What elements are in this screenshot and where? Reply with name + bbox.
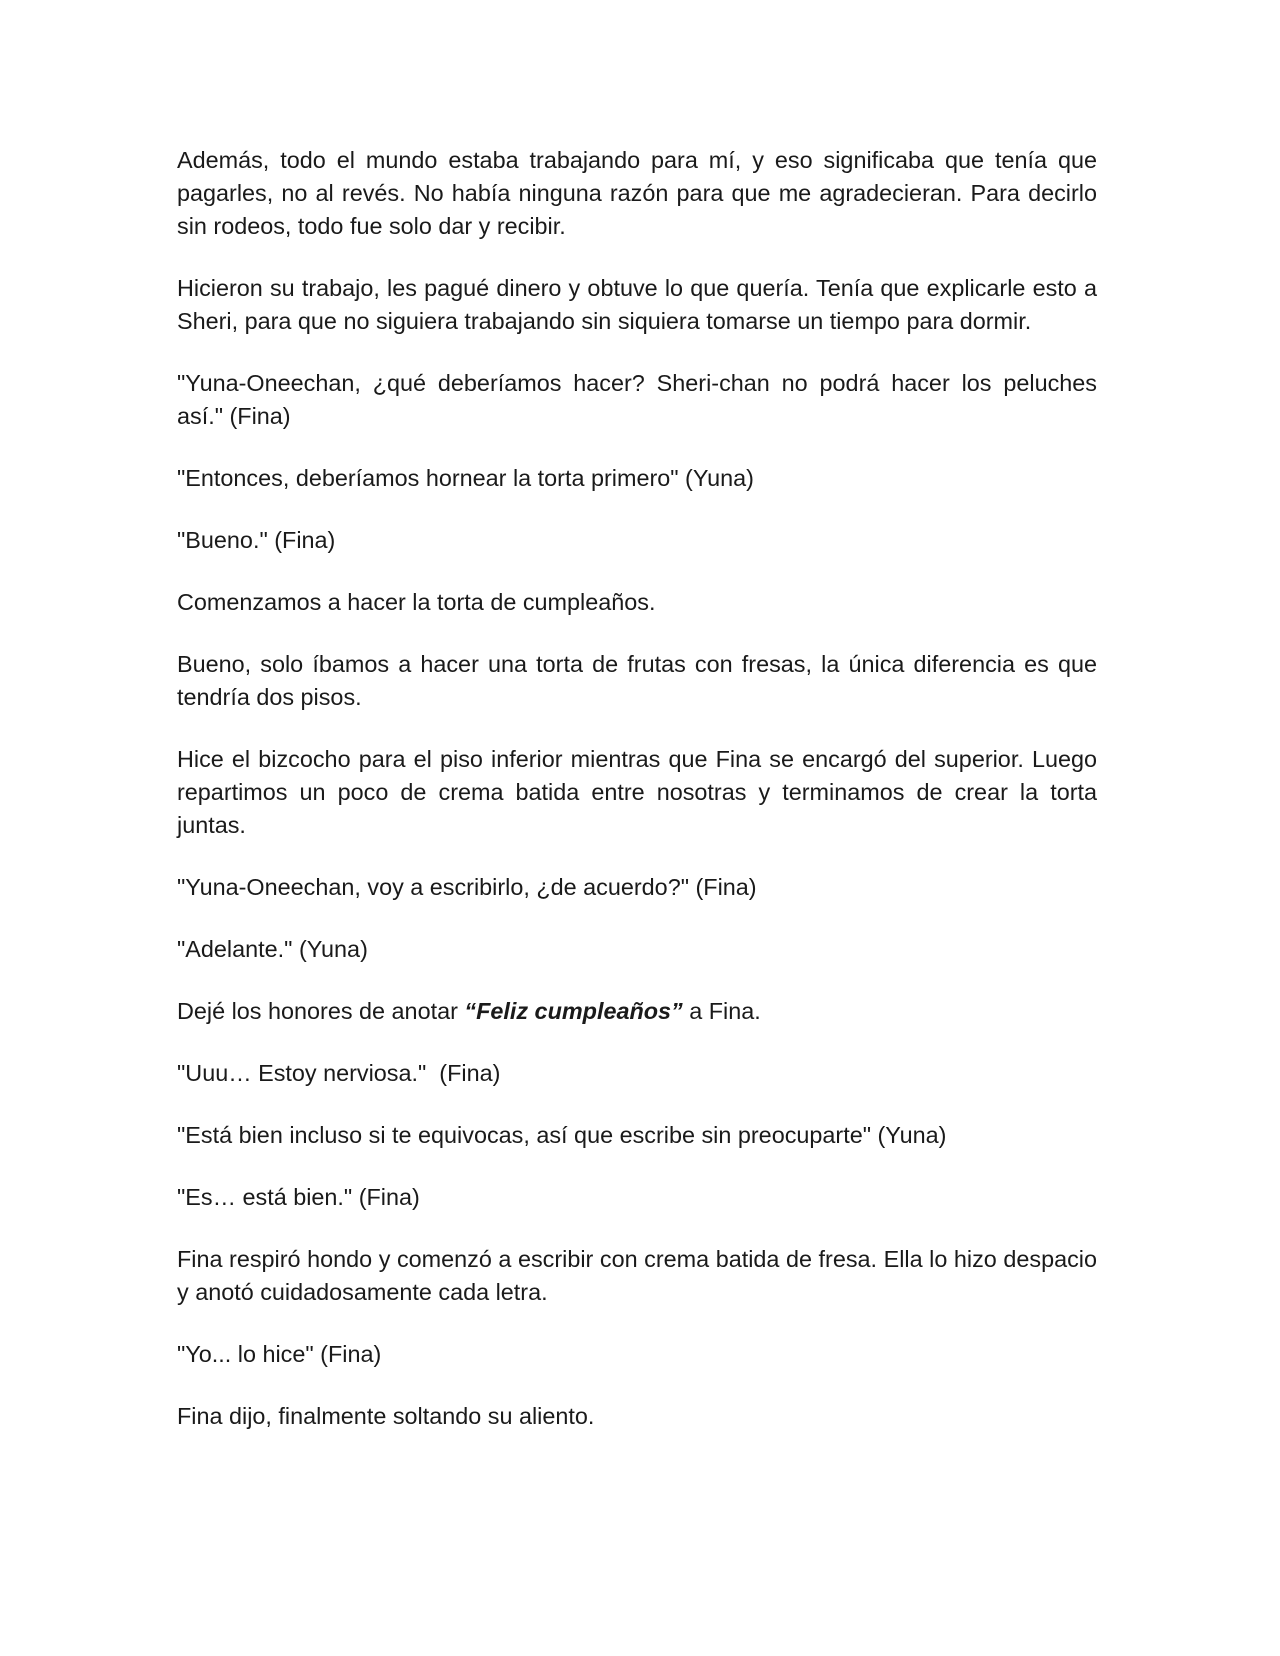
dialogue-4: "Entonces, deberíamos hornear la torta primero" (Yuna) xyxy=(177,465,754,491)
dialogue-12: "Uuu… Estoy nerviosa." (Fina) xyxy=(177,1060,501,1086)
document-page xyxy=(177,144,1097,1462)
dialogue-9: "Yuna-Oneechan, voy a escribirlo, ¿de acuerdo?" (Fina) xyxy=(177,874,757,900)
dialogue-10: "Adelante." (Yuna) xyxy=(177,936,368,962)
dialogue-5: "Bueno." (Fina) xyxy=(177,527,336,553)
paragraph-11-before: Dejé los honores de anotar xyxy=(177,998,465,1024)
dialogue-3: "Yuna-Oneechan, ¿qué deberíamos hacer? Sheri-chan no podrá hacer los peluches así." (Fina) xyxy=(177,370,1097,429)
paragraph-2: Hicieron su trabajo, les pagué dinero y obtuve lo que quería. Tenía que explicarle esto a Sheri, para que no siguiera trabajando sin siquiera tomarse un tiempo para dormir. xyxy=(177,275,1097,334)
paragraph-11 xyxy=(177,995,1097,1028)
paragraph-11-after: a Fina. xyxy=(682,998,761,1024)
dialogue-14: "Es… está bien." (Fina) xyxy=(177,1184,420,1210)
paragraph-8: Hice el bizcocho para el piso inferior mientras que Fina se encargó del superior. Luego repartimos un poco de crema batida entre nosotras y terminamos de crear la torta juntas. xyxy=(177,746,1097,838)
dialogue-16: "Yo... lo hice" (Fina) xyxy=(177,1341,382,1367)
paragraph-17: Fina dijo, finalmente soltando su aliento. xyxy=(177,1403,595,1429)
paragraph-1: Además, todo el mundo estaba trabajando para mí, y eso significaba que tenía que pagarles, no al revés. No había ninguna razón para que me agradecieran. Para decirlo sin rodeos, todo fue solo dar y recibir. xyxy=(177,147,1097,239)
paragraph-15: Fina respiró hondo y comenzó a escribir con crema batida de fresa. Ella lo hizo despacio y anotó cuidadosamente cada letra. xyxy=(177,1246,1097,1305)
dialogue-13: "Está bien incluso si te equivocas, así que escribe sin preocuparte" (Yuna) xyxy=(177,1122,947,1148)
paragraph-7: Bueno, solo íbamos a hacer una torta de frutas con fresas, la única diferencia es que tendría dos pisos. xyxy=(177,651,1097,710)
paragraph-6: Comenzamos a hacer la torta de cumpleaños. xyxy=(177,589,656,615)
emphasis-text: “Feliz cumpleaños” xyxy=(464,998,683,1024)
